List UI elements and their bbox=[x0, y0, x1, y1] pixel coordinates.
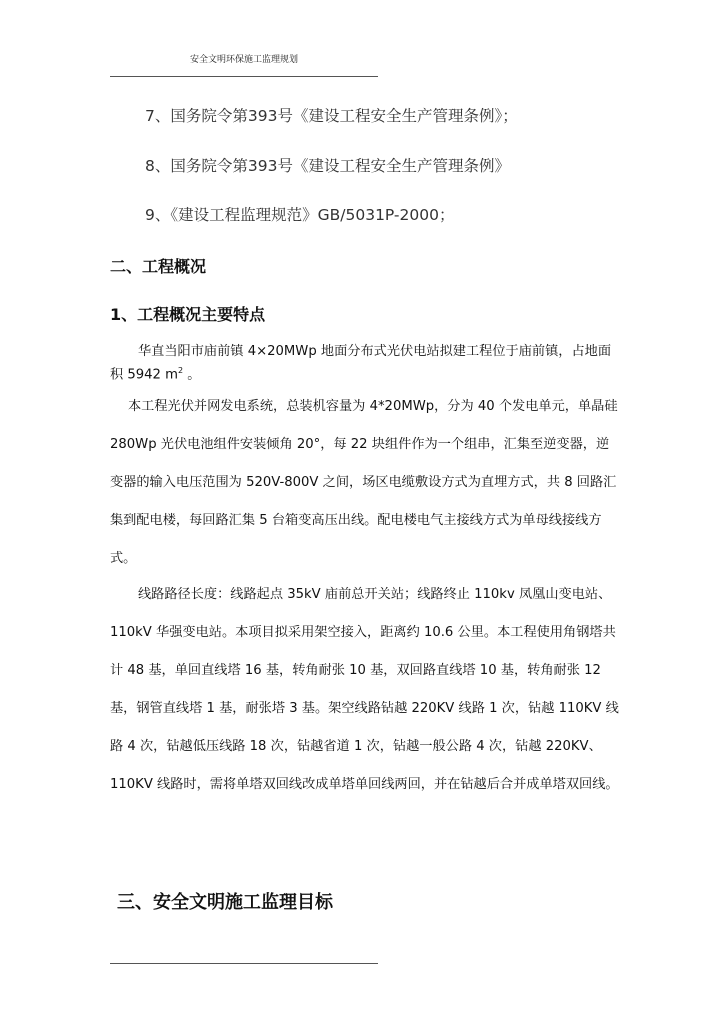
running-header: 安全文明环保施工监理规划 bbox=[189, 55, 298, 65]
section-heading: 二、工程概况 bbox=[110, 257, 207, 276]
reference-item: 7、国务院令第393号《建设工程安全生产管理条例》； bbox=[145, 107, 518, 125]
paragraph: 线路路径长度：线路起点 35kV 庙前总开关站；线路终止 110kv 凤凰山变电站、110kV 华强变电站。本项目拟采用架空接入，距离约 10.6 公里。本工程使用角钢塔共计 48 基，单回直线塔 16 基，转角耐张 10 基，双回路直线塔 10 基，转角耐张 12 基，钢管直线塔 1 基，耐张塔 3 基。架空线路钻越 220KV 线路 1 次，钻越 110KV 线路 4 次，钻越低压线路 18 次，钻越省道 1 次，钻越一般公路 4 次，钻越 220KV、110KV 线路时，需将单塔双回线改成单塔单回线两回，并在钻越后合并成单塔双回线。 bbox=[110, 587, 619, 792]
paragraph-text: 华直当阳市庙前镇 4×20MWp 地面分布式光伏电站拟建工程位于庙前镇，占地面积 5942 m bbox=[110, 344, 612, 383]
section-heading: 三、安全文明施工监理目标 bbox=[117, 892, 333, 913]
superscript: 2 bbox=[177, 366, 184, 375]
reference-item: 8、国务院令第393号《建设工程安全生产管理条例》 bbox=[145, 157, 510, 175]
paragraph bbox=[110, 342, 622, 384]
paragraph-text: 。 bbox=[183, 367, 201, 383]
paragraph: 本工程光伏并网发电系统，总装机容量为 4*20MWp，分为 40 个发电单元，单晶硅 280Wp 光伏电池组件安装倾角 20°，每 22 块组件作为一个组串，汇集至逆变器，逆变器的输入电压范围为 520V-800V 之间，场区电缆敷设方式为直埋方式，共 8 回路汇集到配电楼，每回路汇集 5 台箱变高压出线。配电楼电气主接线方式为单母线接线方式。 bbox=[110, 399, 618, 566]
subsection-heading: 1、工程概况主要特点 bbox=[110, 305, 266, 324]
reference-item: 9、《建设工程监理规范》GB/5031P-2000； bbox=[145, 206, 455, 224]
header-rule bbox=[110, 76, 378, 77]
footer-rule bbox=[110, 963, 378, 964]
